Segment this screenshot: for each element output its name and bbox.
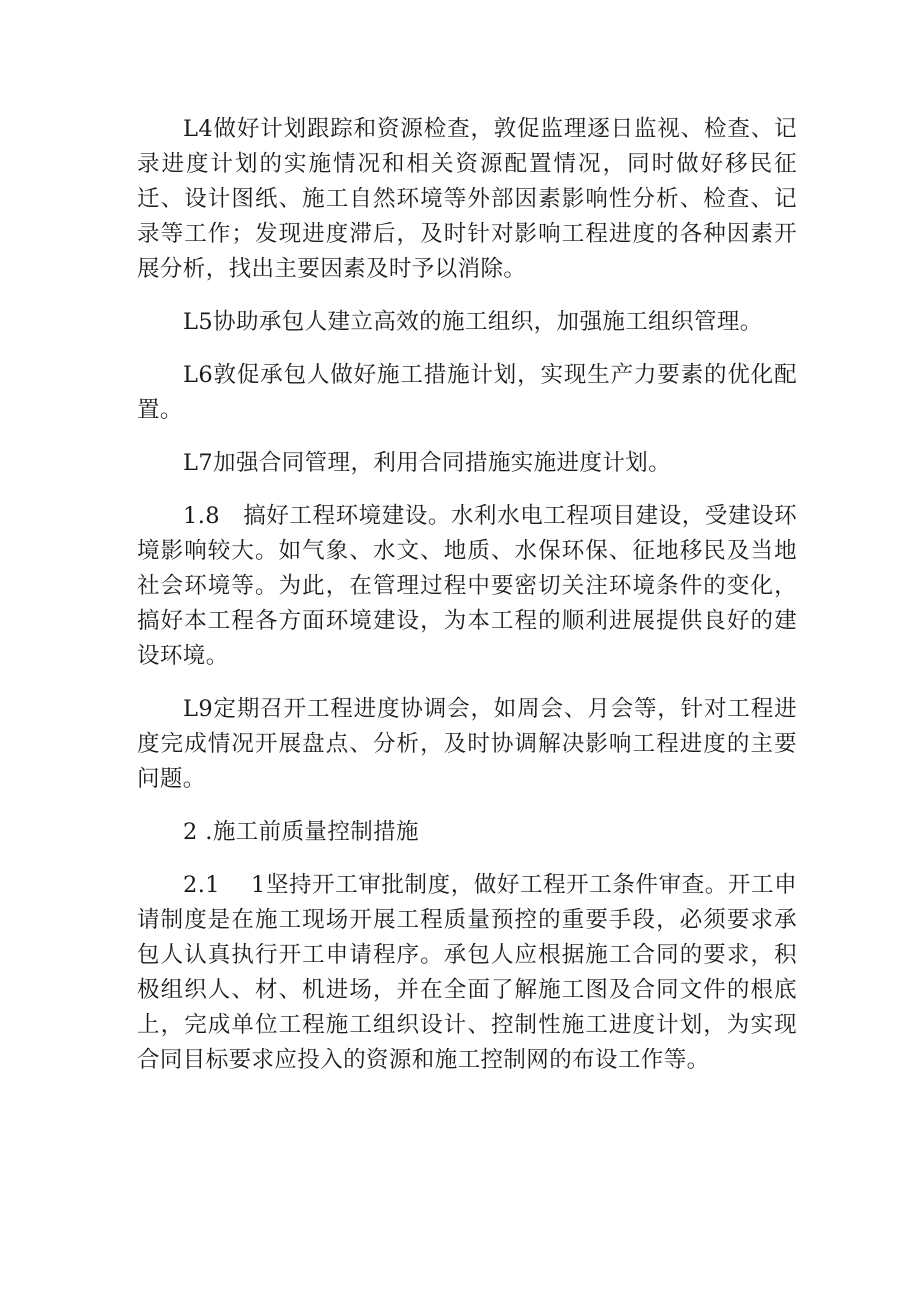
paragraph-l6-construction-measures: L6敦促承包人做好施工措施计划，实现生产力要素的优化配置。 xyxy=(137,362,797,423)
paragraph-l9-progress-meeting: L9定期召开工程进度协调会，如周会、月会等，针对工程进度完成情况开展盘点、分析，及时协调解决影响工程进度的主要问题。 xyxy=(137,696,797,792)
section-heading-quality-control: 2 .施工前质量控制措施 xyxy=(183,819,419,845)
paragraph-l7-contract-management: L7加强合同管理，利用合同措施实施进度计划。 xyxy=(183,450,672,476)
document-body xyxy=(137,112,797,1096)
paragraph-l4-progress-tracking: L4做好计划跟踪和资源检查，敦促监理逐日监视、检查、记录进度计划的实施情况和相关资源配置情况，同时做好移民征迁、设计图纸、施工自然环境等外部因素影响性分析、检查、记录等工作；发现进度滞后，及时针对影响工程进度的各种因素开展分析，找出主要因素及时予以消除。 xyxy=(137,116,797,282)
paragraph-2-1-approval-system: 2.1 1坚持开工审批制度，做好工程开工条件审查。开工申请制度是在施工现场开展工程质量预控的重要手段，必须要求承包人认真执行开工申请程序。承包人应根据施工合同的要求，积极组织人、材、机进场，并在全面了解施工图及合同文件的根底上，完成单位工程施工组织设计、控制性施工进度计划，为实现合同目标要求应投入的资源和施工控制网的布设工作等。 xyxy=(137,872,797,1073)
paragraph-1-8-environment-construction: 1.8 搞好工程环境建设。水利水电工程项目建设，受建设环境影响较大。如气象、水文、地质、水保环保、征地移民及当地社会环境等。为此，在管理过程中要密切关注环境条件的变化，搞好本工程各方面环境建设，为本工程的顺利进展提供良好的建设环境。 xyxy=(137,503,797,669)
paragraph-l5-construction-organization: L5协助承包人建立高效的施工组织，加强施工组织管理。 xyxy=(183,309,763,335)
